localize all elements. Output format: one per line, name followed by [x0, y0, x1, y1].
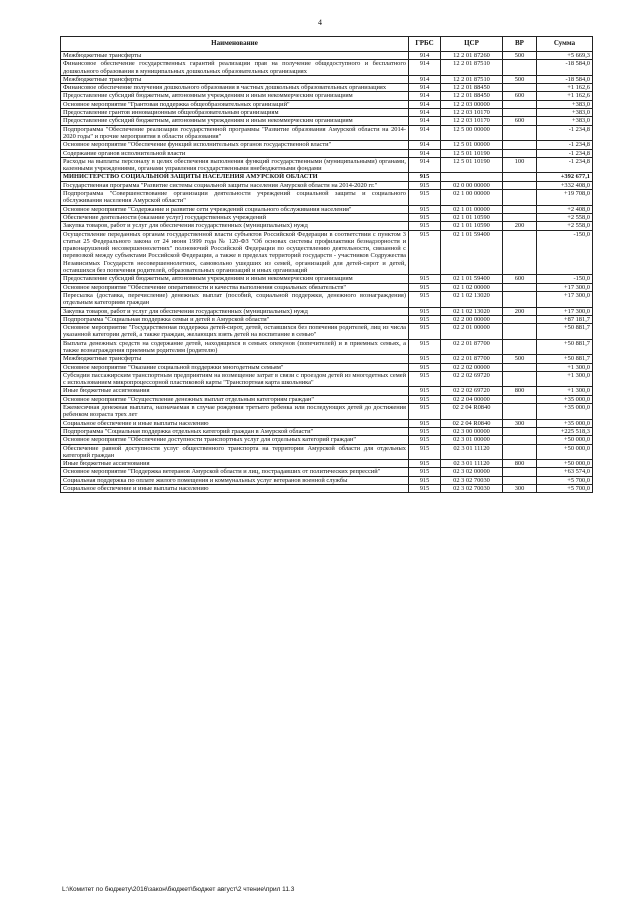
table-row [61, 84, 593, 92]
table-row [61, 52, 593, 60]
cell-vr [503, 363, 537, 371]
table-row [61, 190, 593, 206]
table-row [61, 149, 593, 157]
cell-vr [503, 100, 537, 108]
cell-name: Основное мероприятие "Обеспечение доступности транспортных услуг для отдельных категорий граждан" [61, 436, 409, 444]
cell-grbs: 915 [409, 476, 441, 484]
cell-grbs: 914 [409, 109, 441, 117]
cell-sum: +332 408,0 [537, 181, 593, 189]
table-row [61, 444, 593, 460]
cell-grbs: 914 [409, 84, 441, 92]
cell-name: Основное мероприятие "Оказание социальной поддержки многодетным семьям" [61, 363, 409, 371]
cell-csr [441, 173, 503, 181]
cell-name: Основное мероприятие "Содержание и развитие сети учреждений социального обслуживания населения" [61, 205, 409, 213]
cell-name: Социальное обеспечение и иные выплаты населению [61, 419, 409, 427]
table-row [61, 387, 593, 395]
cell-csr: 12 2 03 10170 [441, 109, 503, 117]
cell-csr: 02 3 01 11120 [441, 444, 503, 460]
cell-name: Иные бюджетные ассигнования [61, 460, 409, 468]
table-row [61, 275, 593, 283]
cell-csr: 12 2 01 88450 [441, 84, 503, 92]
cell-vr [503, 283, 537, 291]
table-row [61, 395, 593, 403]
cell-name: Подпрограмма "Обеспечение реализации государственной программы "Развитие образования Амурской области на 2014-2020 годы" и прочие мероприятия в области образования" [61, 125, 409, 141]
table-row [61, 92, 593, 100]
cell-sum: +17 300,0 [537, 283, 593, 291]
cell-grbs: 914 [409, 157, 441, 173]
cell-vr: 800 [503, 387, 537, 395]
cell-csr: 02 2 02 69720 [441, 371, 503, 387]
cell-name: Подпрограмма "Социальная поддержка семьи и детей в Амурской области" [61, 315, 409, 323]
cell-csr: 02 1 00 00000 [441, 190, 503, 206]
cell-vr: 600 [503, 92, 537, 100]
cell-name: Финансовое обеспечение государственных гарантий реализации прав на получение общедоступного и бесплатного дошкольного образования в муниципальных дошкольных образовательных организациях [61, 60, 409, 76]
cell-vr [503, 60, 537, 76]
cell-sum: +50 000,0 [537, 444, 593, 460]
cell-sum: +5 700,0 [537, 476, 593, 484]
cell-csr: 12 5 01 10190 [441, 149, 503, 157]
cell-grbs: 915 [409, 213, 441, 221]
cell-name: Основное мероприятие "Поддержка ветеранов Амурской области и лиц, пострадавших от политических репрессий" [61, 468, 409, 476]
cell-grbs: 914 [409, 75, 441, 83]
cell-vr [503, 339, 537, 355]
cell-csr: 12 2 01 87510 [441, 75, 503, 83]
cell-csr: 12 2 03 00000 [441, 100, 503, 108]
table-row [61, 291, 593, 307]
cell-vr [503, 173, 537, 181]
table-row [61, 485, 593, 493]
cell-name: Основное мероприятие "Обеспечение оперативности и качества выполнения социальных обязательств" [61, 283, 409, 291]
cell-sum: +1 162,6 [537, 92, 593, 100]
table-row [61, 468, 593, 476]
cell-grbs: 915 [409, 283, 441, 291]
cell-vr: 600 [503, 275, 537, 283]
cell-vr [503, 205, 537, 213]
cell-vr [503, 84, 537, 92]
cell-grbs: 915 [409, 339, 441, 355]
cell-vr: 800 [503, 460, 537, 468]
cell-name: Выплата денежных средств на содержание детей, находящихся в семьях опекунов (попечителей) и в приемных семьях, а также вознаграждения приемным родителям (родителю) [61, 339, 409, 355]
cell-vr: 300 [503, 419, 537, 427]
table-row [61, 173, 593, 181]
cell-name: Государственная программа "Развитие системы социальной защиты населения Амурской области на 2014-2020 гг." [61, 181, 409, 189]
cell-grbs: 915 [409, 230, 441, 275]
cell-name: Закупка товаров, работ и услуг для обеспечения государственных (муниципальных) нужд [61, 307, 409, 315]
cell-grbs: 915 [409, 485, 441, 493]
cell-vr: 600 [503, 117, 537, 125]
table-row [61, 60, 593, 76]
cell-grbs: 915 [409, 387, 441, 395]
cell-grbs: 914 [409, 149, 441, 157]
cell-grbs: 915 [409, 205, 441, 213]
cell-grbs: 915 [409, 419, 441, 427]
cell-sum: +17 300,0 [537, 307, 593, 315]
cell-grbs: 914 [409, 100, 441, 108]
cell-csr: 12 2 01 87260 [441, 52, 503, 60]
table-row [61, 213, 593, 221]
table-row [61, 339, 593, 355]
cell-grbs: 914 [409, 117, 441, 125]
table-row [61, 205, 593, 213]
cell-name: Ежемесячная денежная выплата, назначаемая в случае рождения третьего ребенка или последующих детей до достижения ребенком возраста трех лет [61, 404, 409, 420]
cell-vr: 300 [503, 485, 537, 493]
cell-csr: 02 1 01 10590 [441, 222, 503, 230]
cell-vr [503, 476, 537, 484]
table-row [61, 283, 593, 291]
cell-vr: 500 [503, 52, 537, 60]
cell-vr [503, 395, 537, 403]
cell-name: Межбюджетные трансферты [61, 75, 409, 83]
cell-grbs: 915 [409, 222, 441, 230]
cell-name: Финансовое обеспечение получения дошкольного образования в частных дошкольных образовательных организациях [61, 84, 409, 92]
cell-csr: 02 1 02 00000 [441, 283, 503, 291]
cell-csr: 12 5 01 10190 [441, 157, 503, 173]
budget-table [60, 36, 593, 493]
cell-grbs: 914 [409, 52, 441, 60]
cell-grbs: 914 [409, 125, 441, 141]
cell-grbs: 915 [409, 190, 441, 206]
table-row [61, 100, 593, 108]
cell-name: Социальная поддержка по оплате жилого помещения и коммунальных услуг ветеранов военной службы [61, 476, 409, 484]
cell-grbs: 915 [409, 275, 441, 283]
cell-grbs: 915 [409, 404, 441, 420]
cell-sum: +2 408,0 [537, 205, 593, 213]
cell-grbs: 915 [409, 468, 441, 476]
table-row [61, 141, 593, 149]
cell-grbs: 915 [409, 436, 441, 444]
cell-csr: 02 1 01 10590 [441, 213, 503, 221]
cell-vr [503, 181, 537, 189]
table-row [61, 324, 593, 340]
table-row [61, 315, 593, 323]
cell-sum: -1 234,8 [537, 141, 593, 149]
cell-sum: +63 574,0 [537, 468, 593, 476]
cell-grbs: 915 [409, 181, 441, 189]
cell-grbs: 915 [409, 363, 441, 371]
cell-name: Предоставление субсидий бюджетным, автономным учреждениям и иным некоммерческим организациям [61, 92, 409, 100]
cell-grbs: 915 [409, 395, 441, 403]
cell-sum: +1 300,0 [537, 387, 593, 395]
cell-csr: 02 0 00 00000 [441, 181, 503, 189]
cell-grbs: 915 [409, 371, 441, 387]
cell-sum: +5 669,3 [537, 52, 593, 60]
cell-csr: 02 2 04 00000 [441, 395, 503, 403]
cell-name: Иные бюджетные ассигнования [61, 387, 409, 395]
cell-vr [503, 324, 537, 340]
cell-csr: 02 2 01 87700 [441, 339, 503, 355]
header-csr: ЦСР [441, 37, 503, 52]
cell-name: Основное мероприятие "Осуществление денежных выплат отдельным категориям граждан" [61, 395, 409, 403]
cell-sum: +1 162,6 [537, 84, 593, 92]
table-row [61, 476, 593, 484]
cell-vr [503, 427, 537, 435]
cell-csr: 02 3 02 00000 [441, 468, 503, 476]
cell-name: Межбюджетные трансферты [61, 52, 409, 60]
cell-name: Предоставление субсидий бюджетным, автономным учреждениям и иным некоммерческим организациям [61, 275, 409, 283]
cell-name: МИНИСТЕРСТВО СОЦИАЛЬНОЙ ЗАЩИТЫ НАСЕЛЕНИЯ АМУРСКОЙ ОБЛАСТИ [61, 173, 409, 181]
cell-grbs: 914 [409, 60, 441, 76]
cell-name: Основное мероприятие "Обеспечение функций исполнительных органов государственной власти" [61, 141, 409, 149]
table-row [61, 222, 593, 230]
cell-vr [503, 315, 537, 323]
cell-sum: -1 234,8 [537, 125, 593, 141]
cell-sum: +19 708,0 [537, 190, 593, 206]
cell-vr [503, 444, 537, 460]
cell-sum: -1 234,8 [537, 157, 593, 173]
cell-grbs: 915 [409, 315, 441, 323]
cell-sum: -150,0 [537, 230, 593, 275]
cell-vr [503, 291, 537, 307]
cell-name: Обеспечение равной доступности услуг общественного транспорта на территории Амурской области для отдельных категорий граждан [61, 444, 409, 460]
cell-sum: +50 881,7 [537, 324, 593, 340]
cell-sum: +225 518,3 [537, 427, 593, 435]
cell-sum: +383,0 [537, 109, 593, 117]
cell-csr: 02 1 01 59400 [441, 230, 503, 275]
cell-sum: +17 300,0 [537, 291, 593, 307]
page-number: 4 [318, 18, 322, 27]
table-row [61, 404, 593, 420]
cell-sum: +87 181,7 [537, 315, 593, 323]
cell-csr: 12 2 01 88450 [441, 92, 503, 100]
cell-sum: +35 000,0 [537, 404, 593, 420]
cell-vr: 200 [503, 222, 537, 230]
cell-name: Социальное обеспечение и иные выплаты населению [61, 485, 409, 493]
cell-vr [503, 230, 537, 275]
cell-csr: 02 3 01 11120 [441, 460, 503, 468]
cell-name: Подпрограмма "Совершенствование организации деятельности учреждений социальной защиты и социального обслуживания населения Амурской области" [61, 190, 409, 206]
cell-vr [503, 109, 537, 117]
table-row [61, 157, 593, 173]
cell-csr: 02 1 01 00000 [441, 205, 503, 213]
cell-vr [503, 404, 537, 420]
cell-name: Основное мероприятие "Грантовая поддержка общеобразовательных организаций" [61, 100, 409, 108]
cell-csr: 02 3 00 00000 [441, 427, 503, 435]
cell-vr: 200 [503, 307, 537, 315]
cell-grbs: 915 [409, 427, 441, 435]
cell-vr [503, 141, 537, 149]
cell-name: Закупка товаров, работ и услуг для обеспечения государственных (муниципальных) нужд [61, 222, 409, 230]
cell-csr: 02 3 02 70030 [441, 476, 503, 484]
table-row [61, 125, 593, 141]
cell-csr: 02 3 02 70030 [441, 485, 503, 493]
cell-sum: +50 000,0 [537, 460, 593, 468]
cell-sum: +5 700,0 [537, 485, 593, 493]
cell-sum: -18 584,0 [537, 60, 593, 76]
table-row [61, 419, 593, 427]
cell-sum: +50 881,7 [537, 339, 593, 355]
table-row [61, 181, 593, 189]
cell-name: Предоставление грантов инновационным общеобразовательным организациям [61, 109, 409, 117]
cell-csr: 02 3 01 00000 [441, 436, 503, 444]
table-row [61, 75, 593, 83]
cell-name: Расходы на выплаты персоналу в целях обеспечения выполнения функций государственными (муниципальными) органами, казенными учреждениями, органами управления государственными внебюджетными фондами [61, 157, 409, 173]
cell-grbs: 915 [409, 324, 441, 340]
cell-name: Содержание органов исполнительной власти [61, 149, 409, 157]
cell-vr [503, 468, 537, 476]
cell-sum: +383,0 [537, 117, 593, 125]
cell-grbs: 914 [409, 141, 441, 149]
cell-grbs: 915 [409, 355, 441, 363]
table-row [61, 355, 593, 363]
cell-name: Субсидии пассажирским транспортным предприятиям на возмещение затрат в связи с проездом детей из многодетных семей с использованием микропроцессорной пластиковой карты "Транспортная карта школьника" [61, 371, 409, 387]
cell-csr: 02 2 02 00000 [441, 363, 503, 371]
cell-vr [503, 213, 537, 221]
header-sum: Сумма [537, 37, 593, 52]
table-row [61, 307, 593, 315]
cell-vr [503, 371, 537, 387]
table-row [61, 109, 593, 117]
cell-grbs: 915 [409, 173, 441, 181]
cell-sum: +2 558,0 [537, 222, 593, 230]
cell-grbs: 915 [409, 291, 441, 307]
cell-sum: +383,0 [537, 100, 593, 108]
cell-grbs: 915 [409, 460, 441, 468]
table-row [61, 117, 593, 125]
table-row [61, 460, 593, 468]
cell-name: Предоставление субсидий бюджетным, автономным учреждениям и иным некоммерческим организациям [61, 117, 409, 125]
header-name: Наименование [61, 37, 409, 52]
cell-csr: 02 2 04 R0840 [441, 419, 503, 427]
cell-sum: +1 300,0 [537, 371, 593, 387]
cell-vr [503, 436, 537, 444]
cell-vr: 500 [503, 355, 537, 363]
table-row [61, 363, 593, 371]
cell-csr: 02 2 04 R0840 [441, 404, 503, 420]
table-header-row [61, 37, 593, 52]
cell-sum: +2 558,0 [537, 213, 593, 221]
cell-sum: +50 000,0 [537, 436, 593, 444]
file-path-footer: L:\Комитет по бюджету\2016\закон\бюджет\бюджет август\2 чтение\прил 11.3 [62, 886, 295, 893]
cell-csr: 02 1 01 59400 [441, 275, 503, 283]
cell-vr [503, 149, 537, 157]
cell-csr: 12 2 03 10170 [441, 117, 503, 125]
cell-grbs: 915 [409, 444, 441, 460]
cell-vr: 100 [503, 157, 537, 173]
table-row [61, 230, 593, 275]
cell-csr: 02 2 01 87700 [441, 355, 503, 363]
table-row [61, 436, 593, 444]
cell-vr: 500 [503, 75, 537, 83]
cell-csr: 02 2 00 00000 [441, 315, 503, 323]
cell-sum: +50 881,7 [537, 355, 593, 363]
cell-name: Пересылка (доставка, перечисление) денежных выплат (пособий, социальной поддержки, денежного вознаграждения) отдельным категориям граждан [61, 291, 409, 307]
cell-name: Межбюджетные трансферты [61, 355, 409, 363]
cell-sum: -150,0 [537, 275, 593, 283]
cell-csr: 02 1 02 13020 [441, 307, 503, 315]
cell-csr: 02 2 02 69720 [441, 387, 503, 395]
cell-sum: +392 677,1 [537, 173, 593, 181]
cell-sum: -1 234,8 [537, 149, 593, 157]
cell-vr [503, 125, 537, 141]
header-vr: ВР [503, 37, 537, 52]
cell-csr: 12 5 01 00000 [441, 141, 503, 149]
cell-csr: 02 1 02 13020 [441, 291, 503, 307]
table-row [61, 371, 593, 387]
table-row [61, 427, 593, 435]
cell-vr [503, 190, 537, 206]
cell-grbs: 914 [409, 92, 441, 100]
cell-csr: 02 2 01 00000 [441, 324, 503, 340]
cell-name: Осуществление переданных органам государственной власти субъектов Российской Федерации в соответствии с пунктом 3 статьи 25 Федерального закона от 24 июня 1999 года № 120-ФЗ "Об основах системы профилактики безнадзорности и правонарушений несовершеннолетних" полномочий Российской Федерации по осуществлению деятельности, связанной с перевозкой между субъектами Российской Федерации, а также в пределах территорий государств - участников Содружества Независимых Государств несовершеннолетних, самовольно ушедших из семей, организаций для детей-сирот и детей, оставшихся без попечения родителей, образовательных организаций и иных организаций [61, 230, 409, 275]
cell-sum: +1 300,0 [537, 363, 593, 371]
cell-grbs: 915 [409, 307, 441, 315]
cell-name: Подпрограмма "Социальная поддержка отдельных категорий граждан в Амурской области" [61, 427, 409, 435]
cell-sum: -18 584,0 [537, 75, 593, 83]
cell-sum: +35 000,0 [537, 395, 593, 403]
cell-name: Обеспечение деятельности (оказание услуг) государственных учреждений [61, 213, 409, 221]
header-grbs: ГРБС [409, 37, 441, 52]
cell-name: Основное мероприятие "Государственная поддержка детей-сирот, детей, оставшихся без попечения родителей, лиц из числа указанной категории детей, а также граждан, желающих взять детей на воспитание в семью" [61, 324, 409, 340]
cell-sum: +35 000,0 [537, 419, 593, 427]
cell-csr: 12 5 00 00000 [441, 125, 503, 141]
cell-csr: 12 2 01 87510 [441, 60, 503, 76]
